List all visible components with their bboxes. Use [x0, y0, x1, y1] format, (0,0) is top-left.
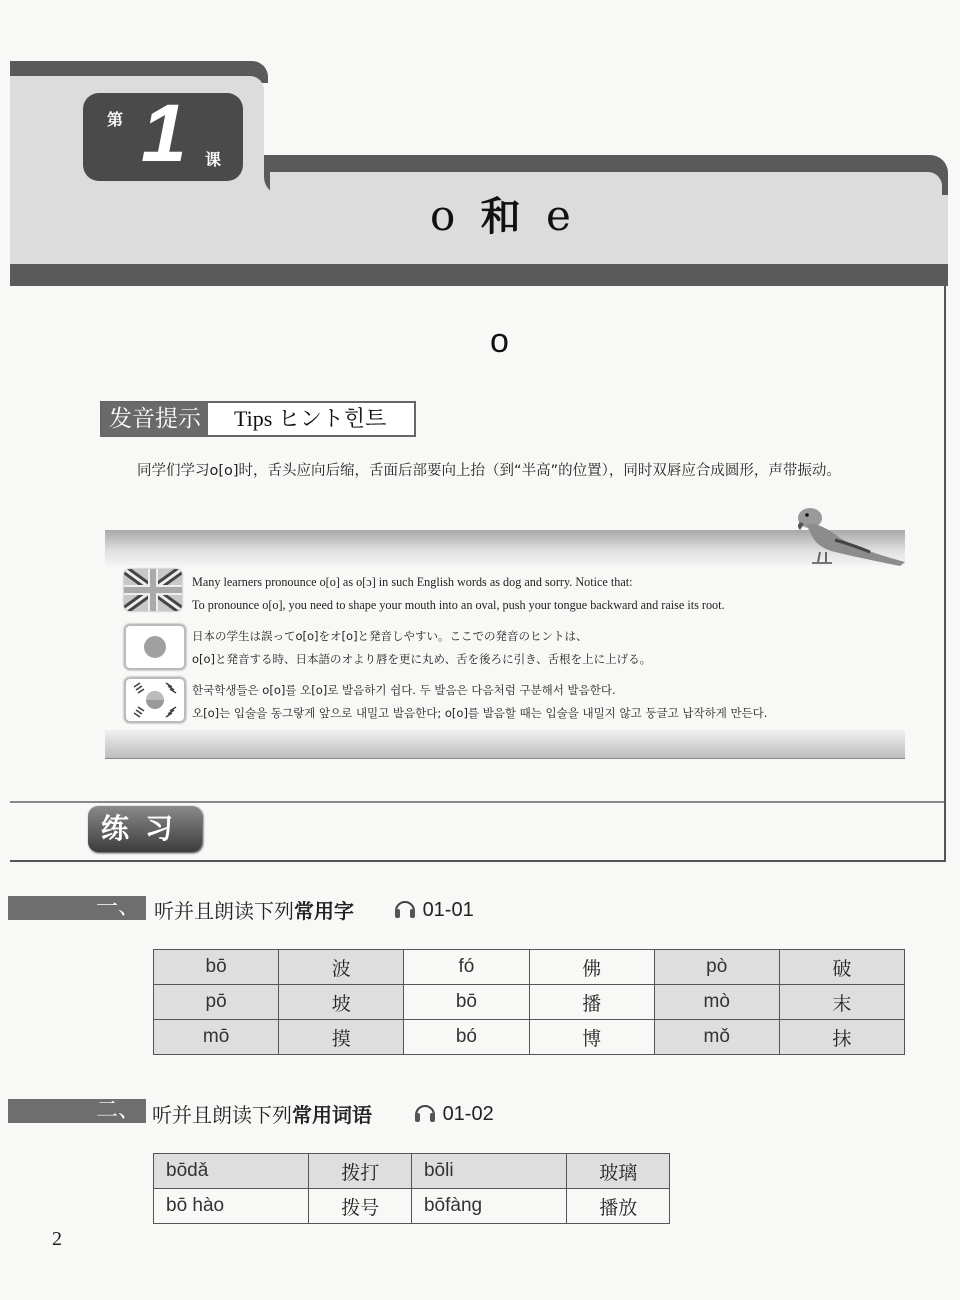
exercise-2-title: 听并且朗读下列常用词语: [152, 1103, 372, 1127]
tips-header: [100, 401, 416, 437]
title-left: o: [430, 191, 462, 240]
audio-track-01-02: 01-02: [442, 1103, 494, 1125]
title-joiner: 和: [480, 193, 527, 240]
uk-flag-icon: [124, 569, 182, 611]
audio-track-01-01: 01-01: [422, 899, 474, 921]
header-title-area: [270, 172, 942, 272]
notes-band-bottom: [105, 730, 905, 759]
table-row: bōdǎ 拨打 bōli 玻璃: [154, 1154, 670, 1189]
note-ko-line-2: 오[o]는 입술을 동그랗게 앞으로 내밀고 발음한다; o[o]를 발음할 때는 입술을 내밀지 않고 둥글고 납작하게 만든다.: [192, 706, 768, 720]
tips-label-multi: Tips ヒント힌트: [234, 406, 387, 431]
note-en-line-1: Many learners pronounce o[o] as o[ɔ] in such English words as dog and sorry. Notice that:: [192, 575, 633, 589]
lesson-suffix: 课: [205, 150, 222, 169]
headphones-icon: [393, 897, 417, 919]
lesson-number: 1: [141, 88, 187, 179]
table-row: mō 摸 bó 博 mǒ 抹: [154, 1020, 905, 1055]
exercise-1-number: 一、: [8, 896, 146, 920]
note-ja-line-2: o[o]と発音する時、日本語のオより唇を更に丸め、舌を後ろに引き、舌根を上に上げる。: [192, 652, 652, 666]
title-right: e: [546, 191, 577, 240]
tips-label-cn: 发音提示: [102, 403, 208, 435]
exercise-2-table: [153, 1153, 670, 1224]
practice-divider: [10, 801, 944, 803]
exercise-2-audio[interactable]: [413, 1101, 494, 1126]
note-ko-line-1: 한국학생들은 o[o]를 오[o]로 발음하기 쉽다. 두 발음은 다음처럼 구분해서 발음한다.: [192, 683, 616, 697]
japan-flag-icon: [124, 624, 186, 670]
lesson-prefix: 第: [107, 110, 124, 129]
exercise-1-title: 听并且朗读下列常用字: [154, 899, 354, 923]
practice-badge: 练习: [88, 806, 202, 852]
table-row: pō 坡 bō 播 mò 末: [154, 985, 905, 1020]
table-row: bō hào 拨号 bōfàng 播放: [154, 1189, 670, 1224]
lesson-badge: [83, 88, 243, 181]
headphones-icon: [413, 1101, 437, 1123]
exercise-1-table: [153, 949, 905, 1055]
exercise-2-number: 二、: [8, 1099, 146, 1123]
section-heading-o: o: [490, 322, 509, 360]
tips-paragraph: 同学们学习o[o]时，舌头应向后缩，舌面后部要向上抬（到“半高”的位置），同时双唇应合成圆形，声带振动。: [137, 463, 841, 479]
lesson-title: [430, 185, 577, 242]
parrot-icon: [780, 500, 910, 575]
korea-flag-icon: [124, 677, 186, 723]
page-number: 2: [52, 1228, 62, 1250]
table-row: bō 波 fó 佛 pò 破: [154, 950, 905, 985]
header-bottom-band: [10, 264, 948, 286]
exercise-1-audio[interactable]: [393, 897, 474, 922]
note-ja-line-1: 日本の学生は誤ってo[o]をオ[o]と発音しやすい。ここでの発音のヒントは、: [192, 629, 588, 643]
note-en-line-2: To pronounce o[o], you need to shape your mouth into an oval, push your tongue backward and raise its root.: [192, 598, 725, 612]
